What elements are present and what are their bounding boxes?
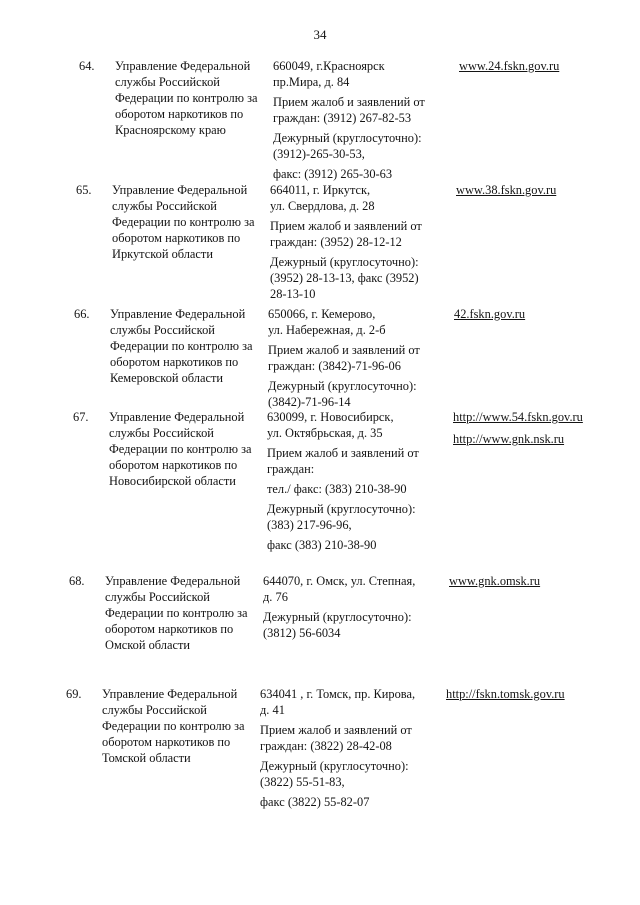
organization-name: [102, 686, 264, 766]
organization-name-line: Томской области: [102, 751, 191, 765]
contact-line: граждан:: [267, 462, 315, 476]
contact-line: ул. Свердлова, д. 28: [270, 199, 375, 213]
contact-line: д. 41: [260, 703, 285, 717]
website-link[interactable]: http://www.54.fskn.gov.ru: [453, 410, 583, 424]
entry-number: 64.: [79, 59, 95, 73]
contact-block: [273, 94, 451, 126]
contact-line: (3842)-71-96-14: [268, 395, 351, 409]
contact-block: [273, 166, 451, 182]
organization-name-line: оборотом наркотиков по: [109, 458, 238, 472]
contact-line: Прием жалоб и заявлений от: [270, 219, 422, 233]
organization-name-line: Иркутской области: [112, 247, 213, 261]
organization-name-line: оборотом наркотиков по: [110, 355, 239, 369]
organization-name-line: Управление Федеральной: [112, 183, 248, 197]
contact-block: [270, 254, 448, 302]
contact-line: д. 76: [263, 590, 288, 604]
contact-line: Дежурный (круглосуточно):: [263, 610, 412, 624]
organization-name-line: Федерации по контролю за: [112, 215, 255, 229]
contact-block: [260, 722, 438, 754]
contact-line: Дежурный (круглосуточно):: [267, 502, 416, 516]
website-column: [456, 182, 606, 204]
contact-block: [260, 758, 438, 790]
organization-name-line: Федерации по контролю за: [102, 719, 245, 733]
contact-line: Дежурный (круглосуточно):: [270, 255, 419, 269]
contact-block: [267, 445, 445, 477]
contact-line: граждан: (3952) 28-12-12: [270, 235, 402, 249]
contact-line: ул. Октябрьская, д. 35: [267, 426, 383, 440]
contact-block: [268, 378, 446, 410]
contact-info: [263, 573, 441, 645]
contact-line: граждан: (3842)-71-96-06: [268, 359, 401, 373]
organization-name-line: Управление Федеральной: [115, 59, 251, 73]
contact-line: 660049, г.Красноярск: [273, 59, 385, 73]
organization-name: [110, 306, 272, 386]
contact-block: [268, 342, 446, 374]
organization-name-line: Федерации по контролю за: [105, 606, 248, 620]
entry-number: 68.: [69, 574, 85, 588]
contact-line: пр.Мира, д. 84: [273, 75, 350, 89]
contact-line: 634041 , г. Томск, пр. Кирова,: [260, 687, 416, 701]
contact-line: факс (3822) 55-82-07: [260, 795, 370, 809]
organization-name-line: службы Российской: [112, 199, 217, 213]
contact-block: [263, 573, 441, 605]
contact-line: Прием жалоб и заявлений от: [273, 95, 425, 109]
organization-name-line: Федерации по контролю за: [115, 91, 258, 105]
website-link[interactable]: 42.fskn.gov.ru: [454, 307, 526, 321]
contact-block: [267, 409, 445, 441]
organization-name-line: службы Российской: [102, 703, 207, 717]
contact-line: граждан: (3822) 28-42-08: [260, 739, 392, 753]
contact-block: [270, 218, 448, 250]
contact-line: (383) 217-96-96,: [267, 518, 352, 532]
entry-number: 65.: [76, 183, 92, 197]
organization-name-line: службы Российской: [109, 426, 214, 440]
organization-name-line: Управление Федеральной: [109, 410, 245, 424]
organization-name-line: Кемеровской области: [110, 371, 224, 385]
entry-number: 66.: [74, 307, 90, 321]
contact-line: факс: (3912) 265-30-63: [273, 167, 393, 181]
organization-name-line: службы Российской: [105, 590, 210, 604]
entry-number: 67.: [73, 410, 89, 424]
contact-line: Дежурный (круглосуточно):: [273, 131, 422, 145]
organization-name: [105, 573, 267, 653]
contact-line: тел./ факс: (383) 210-38-90: [267, 482, 407, 496]
organization-name: [112, 182, 274, 262]
contact-info: [267, 409, 445, 557]
contact-block: [267, 537, 445, 553]
contact-line: 664011, г. Иркутск,: [270, 183, 371, 197]
contact-block: [267, 501, 445, 533]
contact-line: (3812) 56-6034: [263, 626, 341, 640]
contact-info: [273, 58, 451, 186]
organization-name-line: Красноярскому краю: [115, 123, 226, 137]
contact-block: [273, 130, 451, 162]
organization-name-line: Управление Федеральной: [102, 687, 238, 701]
entry-number: 69.: [66, 687, 82, 701]
contact-block: [270, 182, 448, 214]
contact-line: Прием жалоб и заявлений от: [267, 446, 419, 460]
contact-block: [267, 481, 445, 497]
organization-name-line: оборотом наркотиков по: [115, 107, 244, 121]
website-column: [459, 58, 609, 80]
contact-block: [260, 794, 438, 810]
organization-name: [115, 58, 277, 138]
contact-line: ул. Набережная, д. 2-б: [268, 323, 386, 337]
organization-name-line: Федерации по контролю за: [110, 339, 253, 353]
contact-line: 630099, г. Новосибирск,: [267, 410, 394, 424]
organization-name-line: Федерации по контролю за: [109, 442, 252, 456]
contact-line: 28-13-10: [270, 287, 316, 301]
contact-block: [263, 609, 441, 641]
contact-line: граждан: (3912) 267-82-53: [273, 111, 412, 125]
website-link[interactable]: www.gnk.omsk.ru: [449, 574, 541, 588]
contact-line: (3912)-265-30-53,: [273, 147, 365, 161]
contact-line: 650066, г. Кемерово,: [268, 307, 376, 321]
website-link[interactable]: http://www.gnk.nsk.ru: [453, 432, 565, 446]
website-link[interactable]: www.38.fskn.gov.ru: [456, 183, 557, 197]
contact-line: Дежурный (круглосуточно):: [268, 379, 417, 393]
website-link[interactable]: www.24.fskn.gov.ru: [459, 59, 560, 73]
contact-line: 644070, г. Омск, ул. Степная,: [263, 574, 416, 588]
organization-name-line: оборотом наркотиков по: [112, 231, 241, 245]
contact-line: факс (383) 210-38-90: [267, 538, 377, 552]
organization-name-line: Управление Федеральной: [110, 307, 246, 321]
contact-info: [270, 182, 448, 306]
contact-info: [268, 306, 446, 414]
website-column: [449, 573, 599, 595]
organization-name-line: оборотом наркотиков по: [105, 622, 234, 636]
contact-block: [273, 58, 451, 90]
website-column: [446, 686, 596, 708]
contact-line: (3952) 28-13-13, факс (3952): [270, 271, 419, 285]
contact-block: [260, 686, 438, 718]
organization-name-line: Управление Федеральной: [105, 574, 241, 588]
contact-line: (3822) 55-51-83,: [260, 775, 345, 789]
page-number: 34: [313, 27, 327, 42]
contact-info: [260, 686, 438, 814]
organization-name-line: службы Российской: [110, 323, 215, 337]
organization-name: [109, 409, 271, 489]
organization-name-line: оборотом наркотиков по: [102, 735, 231, 749]
organization-name-line: Новосибирской области: [109, 474, 236, 488]
website-column: [454, 306, 604, 328]
organization-name-line: Омской области: [105, 638, 191, 652]
contact-line: Дежурный (круглосуточно):: [260, 759, 409, 773]
contact-block: [268, 306, 446, 338]
contact-line: Прием жалоб и заявлений от: [268, 343, 420, 357]
contact-line: Прием жалоб и заявлений от: [260, 723, 412, 737]
website-link[interactable]: http://fskn.tomsk.gov.ru: [446, 687, 565, 701]
organization-name-line: службы Российской: [115, 75, 220, 89]
website-column: [453, 409, 603, 453]
